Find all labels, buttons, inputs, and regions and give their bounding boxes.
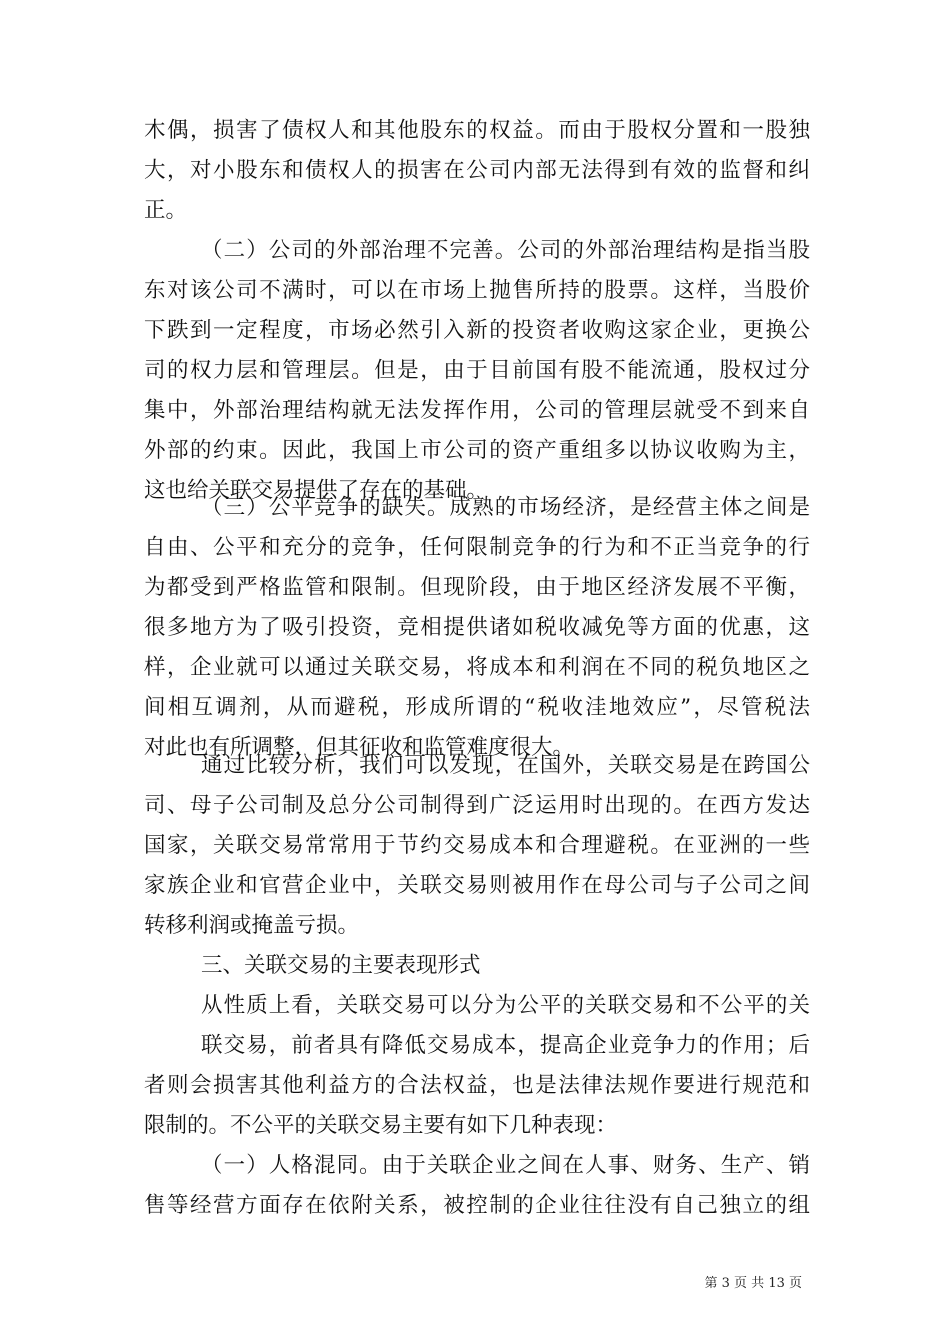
text-line: 外部的约束。因此，我国上市公司的资产重组多以协议收购为主， xyxy=(144,438,810,463)
text-line: 司的权力层和管理层。但是，由于目前国有股不能流通，股权过分 xyxy=(144,358,810,383)
text-line: 正。 xyxy=(144,198,188,223)
text-line: 自由、公平和充分的竞争，任何限制竞争的行为和不正当竞争的行 xyxy=(144,535,810,560)
section-heading: 三、关联交易的主要表现形式 xyxy=(201,953,481,978)
text-line: 很多地方为了吸引投资，竞相提供诸如税收减免等方面的优惠，这 xyxy=(144,615,810,640)
text-line: 大，对小股东和债权人的损害在公司内部无法得到有效的监督和纠 xyxy=(144,158,810,183)
text-line: 者则会损害其他利益方的合法权益，也是法律法规作要进行规范和 xyxy=(144,1073,810,1098)
text-line: 限制的。不公平的关联交易主要有如下几种表现： xyxy=(144,1113,618,1138)
text-line: 为都受到严格监管和限制。但现阶段，由于地区经济发展不平衡， xyxy=(144,575,810,600)
text-line: 样，企业就可以通过关联交易，将成本和利润在不同的税负地区之 xyxy=(144,655,810,680)
paragraph-start-line: 通过比较分析，我们可以发现，在国外，关联交易是在跨国公 xyxy=(201,753,810,778)
text-line: 国家，关联交易常常用于节约交易成本和合理避税。在亚洲的一些 xyxy=(144,833,810,858)
text-line: 转移利润或掩盖亏损。 xyxy=(144,913,360,938)
text-line: 司、母子公司制及总分公司制得到广泛运用时出现的。在西方发达 xyxy=(144,793,810,818)
text-line: 木偶，损害了债权人和其他股东的权益。而由于股权分置和一股独 xyxy=(144,118,810,143)
text-line: 联交易，前者具有降低交易成本，提高企业竞争力的作用；后 xyxy=(201,1033,810,1058)
text-line: 家族企业和官营企业中，关联交易则被用作在母公司与子公司之间 xyxy=(144,873,810,898)
text-line: 下跌到一定程度，市场必然引入新的投资者收购这家企业，更换公 xyxy=(144,318,810,343)
paragraph-start-line: （三）公平竞争的缺失。成熟的市场经济，是经营主体之间是 xyxy=(201,495,810,520)
paragraph-start-line: （二）公司的外部治理不完善。公司的外部治理结构是指当股 xyxy=(201,238,810,263)
paragraph-start-line: （一）人格混同。由于关联企业之间在人事、财务、生产、销 xyxy=(201,1153,810,1178)
text-line: 集中，外部治理结构就无法发挥作用，公司的管理层就受不到来自 xyxy=(144,398,810,423)
text-line: 售等经营方面存在依附关系，被控制的企业往往没有自己独立的组 xyxy=(144,1193,810,1218)
text-line: 间相互调剂，从而避税，形成所谓的“税收洼地效应”，尽管税法 xyxy=(144,695,810,720)
paragraph-start-line: 从性质上看，关联交易可以分为公平的关联交易和不公平的关 xyxy=(201,993,810,1018)
text-line: 这也给关联交易提供了存在的基础。 xyxy=(144,478,489,503)
page-number: 第 3 页 共 13 页 xyxy=(704,1276,802,1291)
text-line: 对此也有所调整，但其征收和监管难度很大。 xyxy=(144,735,575,760)
text-line: 东对该公司不满时，可以在市场上抛售所持的股票。这样，当股价 xyxy=(144,278,810,303)
